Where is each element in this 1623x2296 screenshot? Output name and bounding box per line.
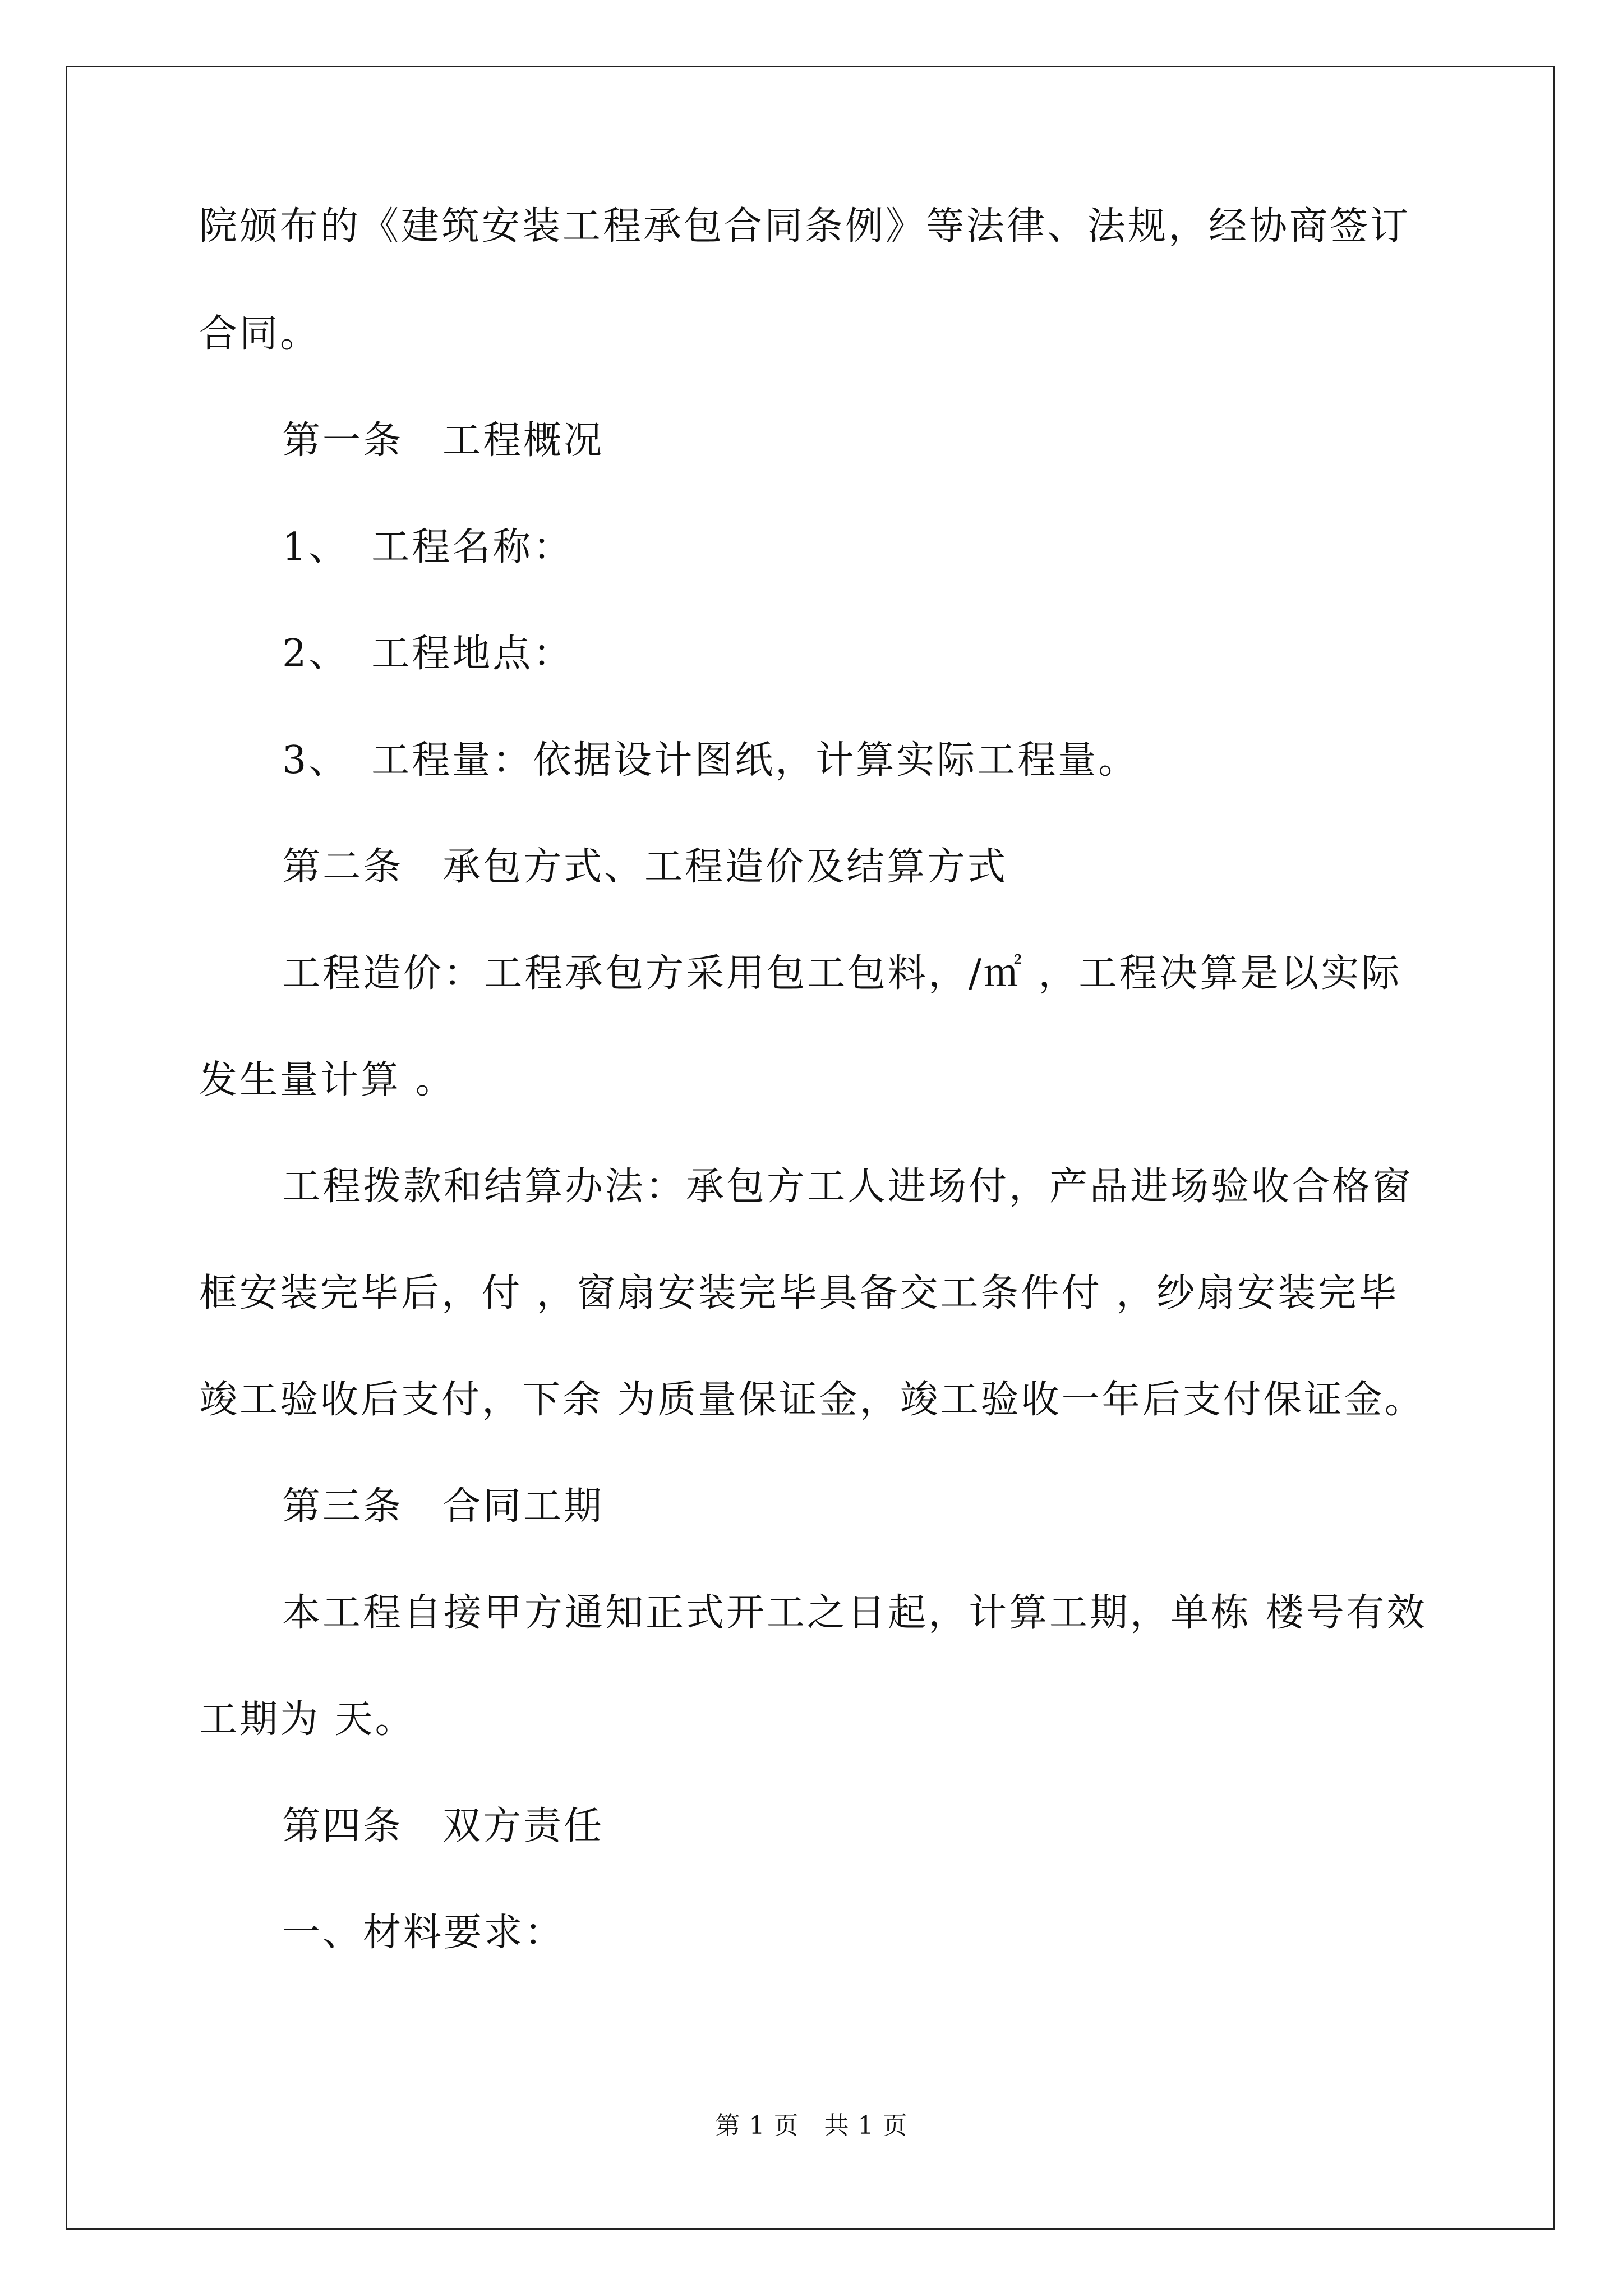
paragraph-line: 工程拨款和结算办法：承包方工人进场付，产品进场验收合格窗 [282, 1165, 1413, 1209]
page-border [66, 66, 1555, 2230]
section-heading-1 [282, 418, 605, 463]
paragraph-line: 工期为 天。 [199, 1697, 416, 1742]
list-item [282, 738, 1139, 783]
page-footer: 第 1 页 共 1 页 [715, 2111, 908, 2140]
section-title: 承包方式、工程造价及结算方式 [442, 845, 1008, 889]
list-item [282, 632, 574, 676]
list-text: 工程名称： [371, 525, 574, 569]
list-number: 2、 [282, 632, 349, 676]
list-number: 3、 [282, 738, 349, 783]
paragraph-line: 本工程自接甲方通知正式开工之日起，计算工期，单栋 楼号有效 [282, 1591, 1427, 1635]
section-number: 第三条 [282, 1484, 404, 1529]
paragraph-line: 竣工验收后支付，下余 为质量保证金，竣工验收一年后支付保证金。 [199, 1378, 1425, 1422]
section-number: 第四条 [282, 1804, 404, 1848]
paragraph-line: 工程造价：工程承包方采用包工包料，/㎡ ，工程决算是以实际 [282, 951, 1402, 996]
paragraph-line: 一、材料要求： [282, 1911, 565, 1955]
section-number: 第二条 [282, 845, 404, 889]
paragraph-line: 框安装完毕后，付 ，窗扇安装完毕具备交工条件付 ，纱扇安装完毕 [199, 1271, 1399, 1315]
paragraph-line: 院颁布的《建筑安装工程承包合同条例》等法律、法规，经协商签订 [199, 204, 1411, 249]
section-heading-3 [282, 1484, 605, 1529]
section-title: 工程概况 [442, 418, 605, 463]
paragraph-line: 发生量计算 。 [199, 1058, 456, 1102]
section-title: 合同工期 [442, 1484, 605, 1529]
list-text: 工程地点： [371, 632, 574, 676]
section-heading-4 [282, 1804, 605, 1848]
section-heading-2 [282, 845, 1008, 889]
list-item [282, 525, 574, 569]
section-title: 双方责任 [442, 1804, 605, 1848]
list-text: 工程量：依据设计图纸，计算实际工程量。 [371, 738, 1139, 783]
list-number: 1、 [282, 525, 349, 569]
paragraph-line: 合同。 [199, 312, 321, 356]
section-number: 第一条 [282, 418, 404, 463]
